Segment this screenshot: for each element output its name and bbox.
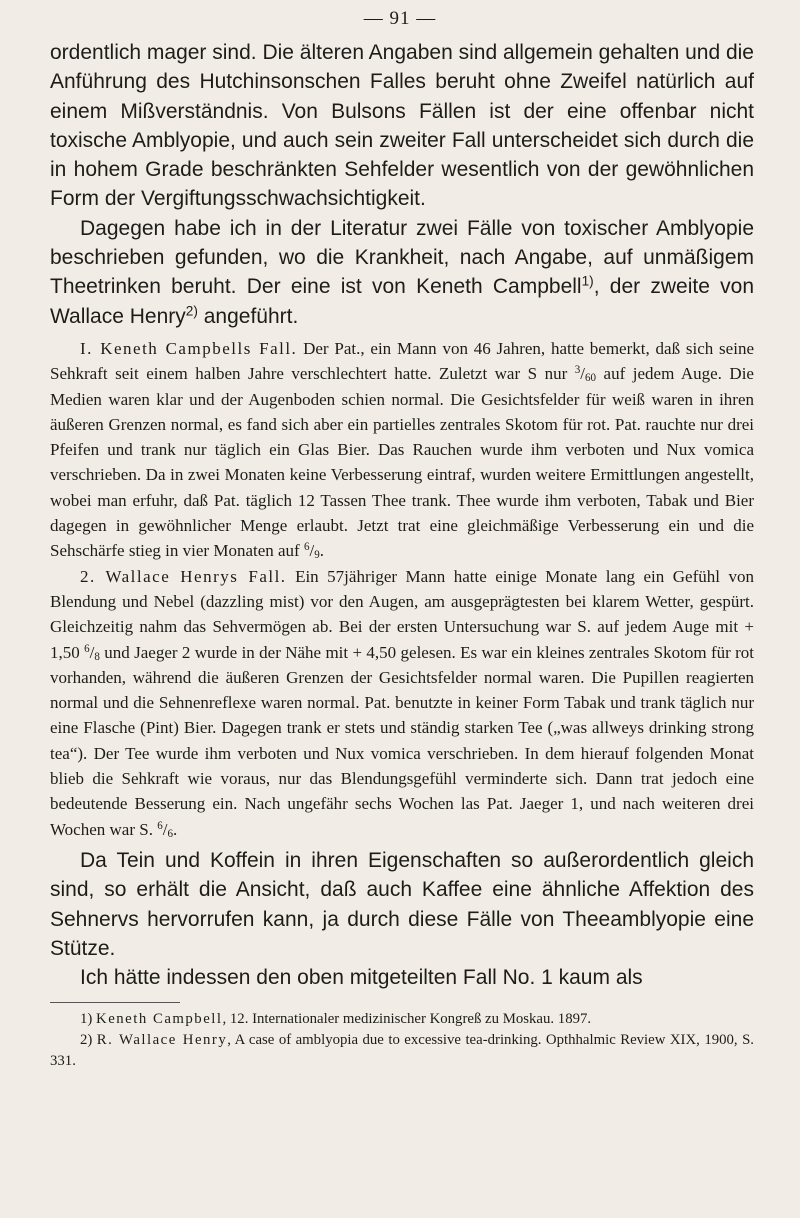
large-text-block-2 (50, 846, 754, 992)
case-2-frac2-den: 6 (167, 827, 174, 840)
case-2-text-a: Ein 57jähriger Mann hatte einige Monate lang ein Gefühl von Blendung und Nebel (dazzling mist) vor den Augen, am ausgeprägtesten bei klarem Wetter, gespürt. Gleichzeitig nahm das Sehvermögen ab. Bei der ersten Untersuchung war S. auf jedem Auge mit + 1,50 (50, 566, 754, 662)
footnotes (50, 1009, 754, 1072)
footnote-2-text: , A case of amblyopia due to excessive tea-drinking. Opthhalmic Review XIX, 1900, S. 331. (50, 1032, 755, 1070)
paragraph-1: ordentlich mager sind. Die älteren Angaben sind allgemein gehalten und die Anführung des Hutchinsonschen Falles beruht ohne Zweifel natürlich auf einem Mißverständnis. Von Bulsons Fällen ist der eine offenbar nicht toxische Amblyopie, und auch sein zweiter Fall unterscheidet sich durch die in hohem Grade beschränkten Sehfelder wesentlich von der gewöhnlichen Form der Vergiftungsschwachsichtigkeit. (50, 41, 754, 211)
footnote-2 (50, 1030, 754, 1072)
case-1-frac2-den: 9 (314, 549, 320, 562)
large-text-block (50, 38, 754, 331)
footnote-ref-1: 1) (581, 273, 594, 289)
case-2-frac1-den: 8 (94, 650, 100, 663)
footnote-1-author: Keneth Campbell (96, 1011, 223, 1028)
footnote-1-text: , 12. Internationaler medizinischer Kongreß zu Moskau. 1897. (222, 1011, 592, 1028)
case-1-heading: I. Keneth Campbells Fall. (80, 338, 298, 358)
case-2: 2. Wallace Henrys Fall. Ein 57jähriger Mann hatte einige Monate lang ein Gefühl von Blendung und Nebel (dazzling mist) vor den Augen, am ausgeprägtesten bei klarem Wetter, gespürt. Gleichzeitig nahm das Sehvermögen ab. Bei der ersten Untersuchung war S. auf jedem Auge mit + 1,50 $^6/_8$ und Jaeger 2 wurde in der Nähe mit + 4,50 gelesen. Es war ein kleines zentrales Skotom für rot vorhanden, während die äußeren Grenzen der Gesichtsfelder normal waren. Die Pupillen reagierten normal und die Sehnenreflexe waren normal. Pat. benutzte in keiner Form Tabak und trank täglich nur eine Flasche (Pint) Bier. Dagegen trank er stets und ständig starken Tee („was allweys drinking strong tea“). Der Tee wurde ihm verboten und Nux vomica verschrieben. In dem hierauf folgenden Monat blieb die Sehkraft wie voraus, nur das Blendungsgefühl verminderte sich. Dann trat jedoch eine bedeutende Besserung ein. Nach ungefähr sechs Wochen las Pat. Jaeger 1, und nach weiteren drei Wochen war S. $^6/_6$. (50, 566, 755, 840)
footnote-2-mark: 2) (80, 1032, 93, 1049)
case-1-text-b: auf jedem Auge. Die Medien waren klar und der Augenboden schien normal. Die Gesichtsfelder für weiß waren in ihren äußeren Grenzen normal, es fand sich aber ein partielles zentrales Skotom für rot. Pat. rauchte nur drei Pfeifen und trank nur täglich ein Glas Bier. Das Rauchen wurde ihm verboten und Nux vomica verschrieben. Da in zwei Monaten keine Verbesserung eintraf, wurden weitere Ermittlungen angestellt, wobei man erfuhr, daß Pat. täglich 12 Tassen Thee trank. Thee wurde ihm verboten, Tabak und Bier dagegen in gewöhnlicher Menge erlaubt. Jetzt trat eine gleichmäßige Verbesserung ein und die Sehschärfe stieg in vier Monaten auf (50, 364, 754, 561)
paragraph-2-text-a: Dagegen habe ich in der Literatur zwei Fälle von toxischer Amblyopie beschrieben gefunden, wo die Krankheit, nach Angabe, auf unmäßigem Theetrinken beruht. Der eine ist von Keneth Campbell (50, 216, 754, 299)
case-1-frac1-num: 3 (574, 364, 581, 377)
case-1-text-a: Der Pat., ein Mann von 46 Jahren, hatte bemerkt, daß sich seine Sehkraft seit einem halben Jahre verschlechtert hatte. Zuletzt war S nur (50, 338, 754, 384)
paragraph-2-text-b: , der zweite von Wallace Henry (50, 275, 755, 328)
footnote-1-mark: 1) (80, 1011, 93, 1028)
footnote-ref-2: 2) (185, 303, 198, 319)
case-2-heading: 2. Wallace Henrys Fall. (80, 566, 287, 586)
paragraph-2-text-c: angeführt. (197, 304, 299, 328)
footnote-1 (50, 1009, 754, 1030)
paragraph-4: Ich hätte indessen den oben mitgeteilten Fall No. 1 kaum als (80, 966, 643, 990)
footnote-divider (50, 1002, 180, 1003)
page-number: — 91 — (363, 8, 437, 29)
case-1-text-c: . (319, 541, 325, 561)
paragraph-2 (50, 214, 754, 331)
case-1-frac1-den: 60 (585, 372, 597, 385)
case-reports (50, 336, 754, 842)
paragraph-3: Da Tein und Koffein in ihren Eigenschaften so außerordentlich gleich sind, so erhält die Ansicht, daß auch Kaffee eine ähnliche Affektion des Sehnervs hervorrufen kann, ja durch diese Fälle von Theeamblyopie eine Stütze. (50, 848, 754, 960)
case-2-frac2-num: 6 (157, 819, 163, 832)
footnote-2-author: R. Wallace Henry (96, 1032, 228, 1049)
case-2-text-c: . (173, 819, 178, 839)
body-text (50, 38, 754, 1072)
case-1: I. Keneth Campbells Fall. Der Pat., ein Mann von 46 Jahren, hatte bemerkt, daß sich seine Sehkraft seit einem halben Jahre verschlechtert hatte. Zuletzt war S nur $^3/_{60}$ auf jedem Auge. Die Medien waren klar und der Augenboden schien normal. Die Gesichtsfelder für weiß waren in ihren äußeren Grenzen normal, es fand sich aber ein partielles zentrales Skotom für rot. Pat. rauchte nur drei Pfeifen und trank nur täglich ein Glas Bier. Das Rauchen wurde ihm verboten und Nux vomica verschrieben. Da in zwei Monaten keine Verbesserung eintraf, wurden weitere Ermittlungen angestellt, wobei man erfuhr, daß Pat. täglich 12 Tassen Thee trank. Thee wurde ihm verboten, Tabak und Bier dagegen in gewöhnlicher Menge erlaubt. Jetzt trat eine gleichmäßige Verbesserung ein und die Sehschärfe stieg in vier Monaten auf $^6/_9$. (50, 338, 754, 562)
case-1-frac2-num: 6 (303, 541, 310, 554)
case-2-frac1-num: 6 (84, 642, 90, 655)
case-2-text-b: und Jaeger 2 wurde in der Nähe mit + 4,50 gelesen. Es war ein kleines zentrales Skotom für rot vorhanden, während die äußeren Grenzen der Gesichtsfelder normal waren. Die Pupillen reagierten normal und die Sehnenreflexe waren normal. Pat. benutzte in keiner Form Tabak und trank täglich nur eine Flasche (Pint) Bier. Dagegen trank er stets und ständig starken Tee („was allweys drinking strong tea“). Der Tee wurde ihm verboten und Nux vomica verschrieben. In dem hierauf folgenden Monat blieb die Sehkraft wie voraus, nur das Blendungsgefühl verminderte sich. Dann trat jedoch eine bedeutende Besserung ein. Nach ungefähr sechs Wochen las Pat. Jaeger 1, und nach weiteren drei Wochen war S. (50, 642, 755, 839)
